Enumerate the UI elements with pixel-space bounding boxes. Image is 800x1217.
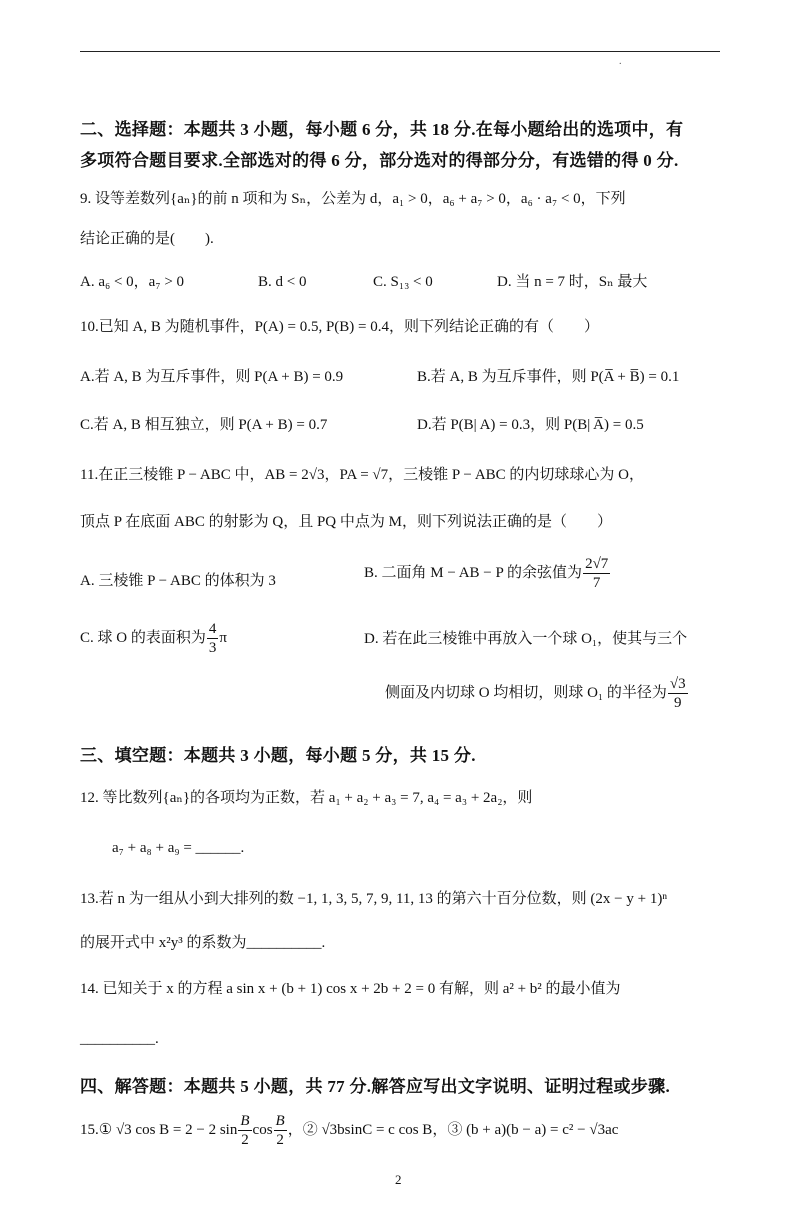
fraction-denominator: 7 (592, 575, 601, 591)
q11-option-c (80, 620, 227, 657)
q11-stem-line2: 顶点 P 在底面 ABC 的射影为 Q，且 PQ 中点为 M，则下列说法正确的是（ ） (80, 514, 612, 530)
section2-heading-line2: 多项符合题目要求.全部选对的得 6 分，部分选对的得部分分，有选错的得 0 分. (80, 151, 679, 170)
q15-conditions-2-3: ，② √3bsinC = c cos B，③ (b + a)(b − a) = c² − √3ac (287, 1121, 619, 1138)
fraction-numerator: 2√7 (585, 556, 609, 572)
q9-option-d: D. 当 n = 7 时，Sₙ 最大 (497, 274, 648, 290)
fraction-denominator: 2 (276, 1132, 284, 1148)
fraction-denominator: 2 (241, 1132, 249, 1148)
q11-option-d-text: 侧面及内切球 O 均相切，则球 O₁ 的半径为 (385, 684, 667, 701)
q15-conditions (80, 1112, 618, 1149)
q11-option-c-pi: π (219, 629, 227, 646)
q9-option-a: A. a₆ < 0，a₇ > 0 (80, 274, 185, 290)
q14-stem-line1: 14. 已知关于 x 的方程 a sin x + (b + 1) cos x + 2b + 2 = 0 有解，则 a² + b² 的最小值为 (80, 981, 621, 997)
q10-option-a: A.若 A, B 为互斥事件，则 P(A + B) = 0.9 (80, 369, 344, 385)
page-number: 2 (395, 1172, 402, 1187)
q11-option-d-line2 (385, 675, 689, 712)
q11-option-b-text: B. 二面角 M − AB − P 的余弦值为 (364, 564, 583, 581)
q9-stem-line2: 结论正确的是( ). (80, 231, 214, 247)
q11-option-a: A. 三棱锥 P − ABC 的体积为 3 (80, 573, 276, 589)
q11-option-d-fraction (668, 675, 688, 712)
q9-option-b: B. d < 0 (258, 274, 307, 290)
section4-heading: 四、解答题：本题共 5 小题，共 77 分.解答应写出文字说明、证明过程或步骤. (80, 1077, 670, 1096)
header-rule (80, 51, 720, 52)
q9-stem-line1: 9. 设等差数列{aₙ}的前 n 项和为 Sₙ，公差为 d，a₁ > 0，a₆ + a₇ > 0，a₆ · a₇ < 0，下列 (80, 191, 626, 207)
q15-condition-1: 15.① √3 cos B = 2 − 2 sin (80, 1121, 238, 1138)
q10-stem: 10.已知 A, B 为随机事件，P(A) = 0.5, P(B) = 0.4，则下列结论正确的有（ ） (80, 319, 600, 335)
q14-answer-blank: __________. (80, 1031, 159, 1047)
q11-option-c-text: C. 球 O 的表面积为 (80, 629, 206, 646)
q11-option-d-line1: D. 若在此三棱锥中再放入一个球 O₁，使其与三个 (364, 631, 688, 647)
q15-fraction-1 (238, 1112, 251, 1149)
q11-stem-line1: 11.在正三棱锥 P − ABC 中，AB = 2√3，PA = √7，三棱锥 P − ABC 的内切球球心为 O， (80, 467, 644, 483)
q10-option-c: C.若 A, B 相互独立，则 P(A + B) = 0.7 (80, 417, 328, 433)
fraction-numerator: B (275, 1113, 285, 1129)
q11-option-c-fraction (207, 620, 219, 657)
fraction-numerator: 4 (208, 621, 217, 637)
q15-cos: cos (252, 1121, 273, 1138)
q10-option-d: D.若 P(B| A) = 0.3，则 P(B| A̅) = 0.5 (417, 417, 644, 433)
section2-heading-line1: 二、选择题：本题共 3 小题，每小题 6 分，共 18 分.在每小题给出的选项中，有 (80, 120, 684, 139)
q10-option-b: B.若 A, B 为互斥事件，则 P(A̅ + B̅) = 0.1 (417, 369, 680, 385)
q13-stem-line2: 的展开式中 x²y³ 的系数为__________. (80, 935, 326, 951)
q13-stem-line1: 13.若 n 为一组从小到大排列的数 −1, 1, 3, 5, 7, 9, 11, 13 的第六十百分位数，则 (2x − y + 1)ⁿ (80, 891, 668, 907)
q9-option-c: C. S₁₃ < 0 (373, 274, 433, 290)
q11-option-b (364, 555, 611, 592)
section3-heading: 三、填空题：本题共 3 小题，每小题 5 分，共 15 分. (80, 746, 476, 765)
header-mark: . (619, 56, 622, 67)
fraction-denominator: 3 (208, 640, 217, 656)
q12-stem-line1: 12. 等比数列{aₙ}的各项均为正数，若 a₁ + a₂ + a₃ = 7, a₄ = a₃ + 2a₂，则 (80, 790, 533, 806)
fraction-numerator: B (240, 1113, 250, 1129)
fraction-numerator: √3 (669, 676, 686, 692)
fraction-denominator: 9 (674, 695, 682, 711)
q11-option-b-fraction (583, 555, 610, 592)
q15-fraction-2 (274, 1112, 287, 1149)
q12-stem-line2: a₇ + a₈ + a₉ = ______. (112, 840, 245, 856)
